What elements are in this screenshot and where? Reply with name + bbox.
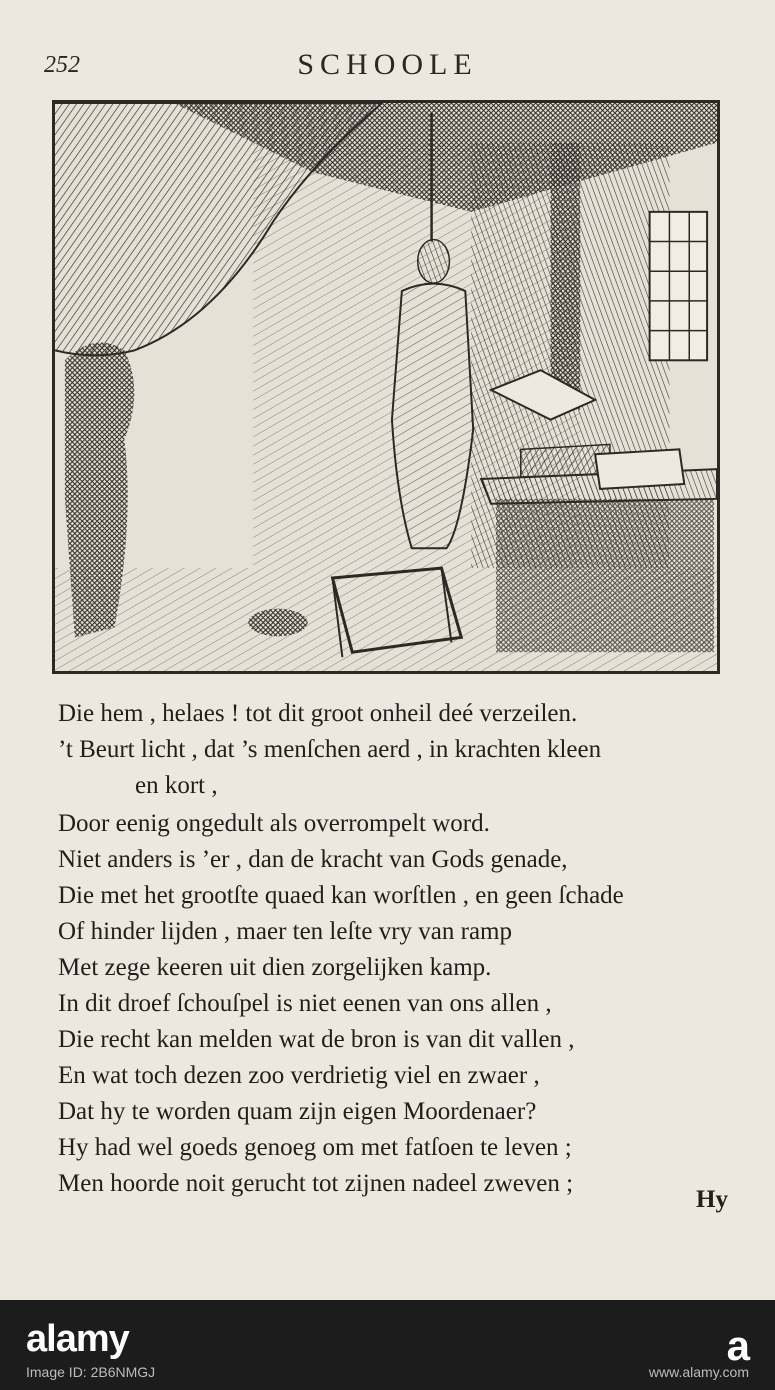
verse-line: Die recht kan melden wat de bron is van dit vallen , [58,1026,575,1053]
engraving-plate [52,100,720,674]
verse-line: Die hem , helaes ! tot dit groot onheil deé verzeilen. [58,700,578,727]
verse-line: In dit droef ſchouſpel is niet eenen van ons allen , [58,990,552,1017]
verse-line: Dat hy te worden quam zijn eigen Moordenaer? [58,1098,537,1125]
stock-logo: alamy [26,1318,129,1360]
verse-line: Door eenig ongedult als overrompelt word. [58,810,490,837]
running-title: SCHOOLE [297,48,478,81]
verse-line: Men hoorde noit gerucht tot zijnen nadeel zweven ; [58,1170,574,1197]
image-id: Image ID: 2B6NMGJ [26,1364,156,1380]
stock-url: www.alamy.com [648,1364,749,1380]
verse-line: Met zege keeren uit dien zorgelijken kamp. [58,954,492,981]
stock-mark: a [726,1322,749,1369]
verse-line: ’t Beurt licht , dat ’s menſchen aerd , in krachten kleen [58,736,602,763]
engraving-illustration [55,103,717,671]
page-number: 252 [44,52,80,78]
catchword: Hy [696,1186,728,1213]
verse-line: En wat toch dezen zoo verdrietig viel en zwaer , [58,1062,540,1089]
verse-line: Hy had wel goeds genoeg om met fatſoen te leven ; [58,1134,572,1161]
verse-line: Die met het grootſte quaed kan worſtlen , en geen ſchade [58,882,624,909]
verse-line: en kort , [135,772,218,799]
verse-line: Niet anders is ’er , dan de kracht van Gods genade, [58,846,568,873]
verse-line: Of hinder lijden , maer ten leſte vry van ramp [58,918,513,945]
